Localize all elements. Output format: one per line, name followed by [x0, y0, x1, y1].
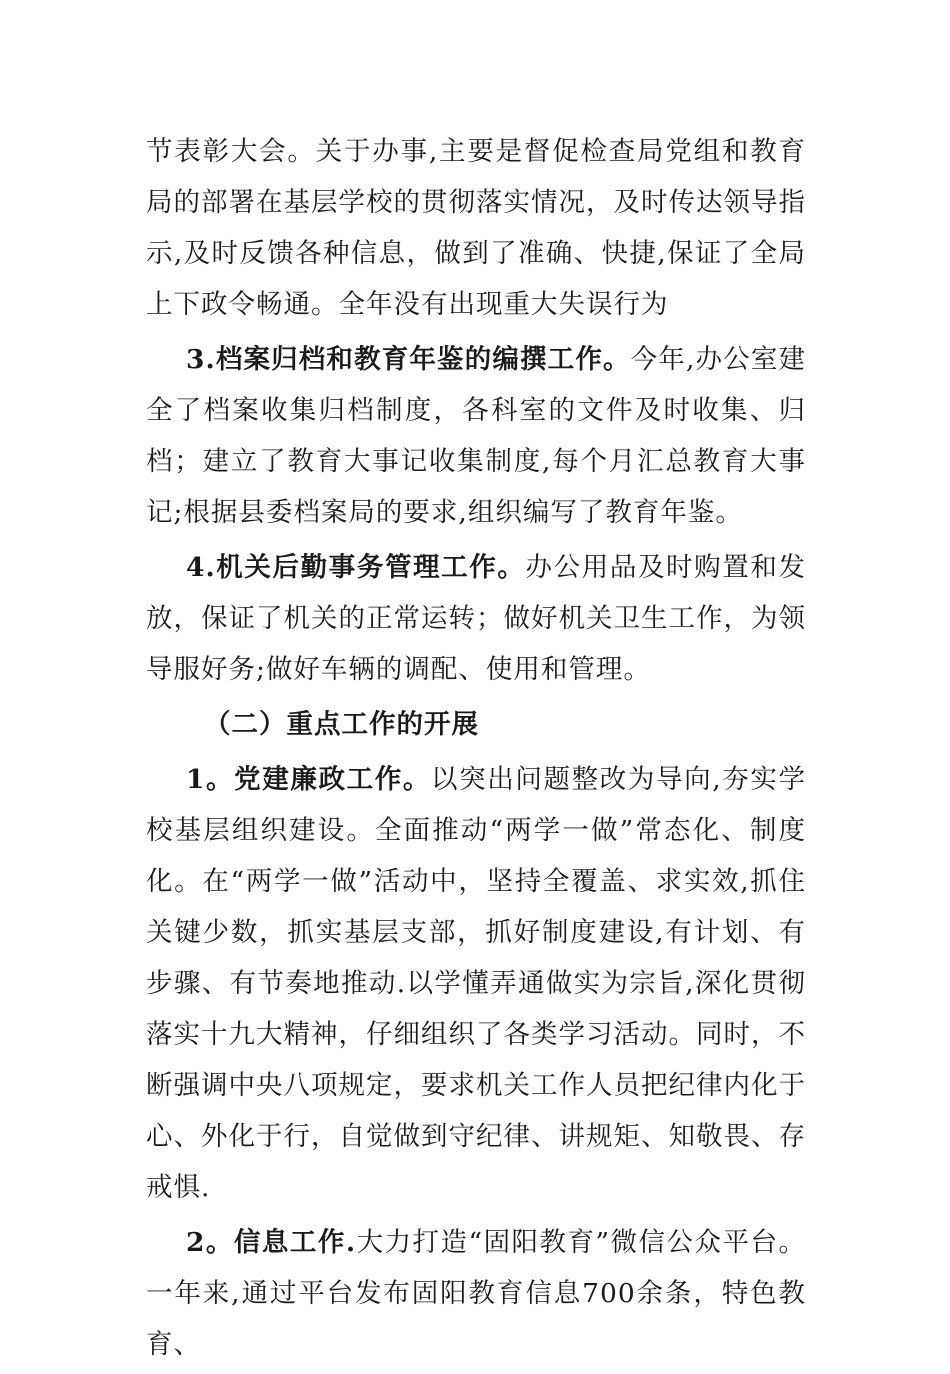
- section-heading: （二）重点工作的开展: [204, 709, 479, 740]
- paragraph-party-building: [146, 754, 806, 1213]
- paragraph-information: [146, 1217, 806, 1370]
- paragraph-text: 大力打造“固阳教育”微信公众平台。一年来,通过平台发布固阳教育信息700余条，特色教育、: [146, 1227, 806, 1360]
- paragraph-lead: 1。党建廉政工作。: [186, 764, 432, 795]
- paragraph-text: 节表彰大会。关于办事,主要是督促检查局党组和教育局的部署在基层学校的贯彻落实情况，及时传达领导指示,及时反馈各种信息，做到了准确、快捷,保证了全局上下政令畅通。全年没有出现重大失误行为: [146, 136, 806, 320]
- paragraph-text: 以突出问题整改为导向,夯实学校基层组织建设。全面推动“两学一做”常态化、制度化。在“两学一做”活动中，坚持全覆盖、求实效,抓住关键少数，抓实基层支部，抓好制度建设,有计划、有步骤、有节奏地推动.以学懂弄通做实为宗旨,深化贯彻落实十九大精神，仔细组织了各类学习活动。同时，不断强调中央八项规定，要求机关工作人员把纪律内化于心、外化于行，自觉做到守纪律、讲规矩、知敬畏、存戒惧.: [146, 764, 806, 1203]
- paragraph-lead: 2。信息工作.: [186, 1227, 357, 1258]
- paragraph-office-affairs: [146, 126, 806, 330]
- paragraph-text: 今年,办公室建全了档案收集归档制度，各科室的文件及时收集、归档；建立了教育大事记收集制度,每个月汇总教育大事记;根据县委档案局的要求,组织编写了教育年鉴。: [146, 344, 806, 528]
- paragraph-text: 办公用品及时购置和发放，保证了机关的正常运转；做好机关卫生工作，为领导服好务;做好车辆的调配、使用和管理。: [146, 552, 806, 685]
- paragraph-archives: [146, 334, 806, 538]
- paragraph-lead: 3.档案归档和教育年鉴的编撰工作。: [186, 344, 631, 375]
- paragraph-lead: 4.机关后勤事务管理工作。: [186, 552, 526, 583]
- paragraph-logistics: [146, 542, 806, 695]
- document-body: [146, 126, 806, 1374]
